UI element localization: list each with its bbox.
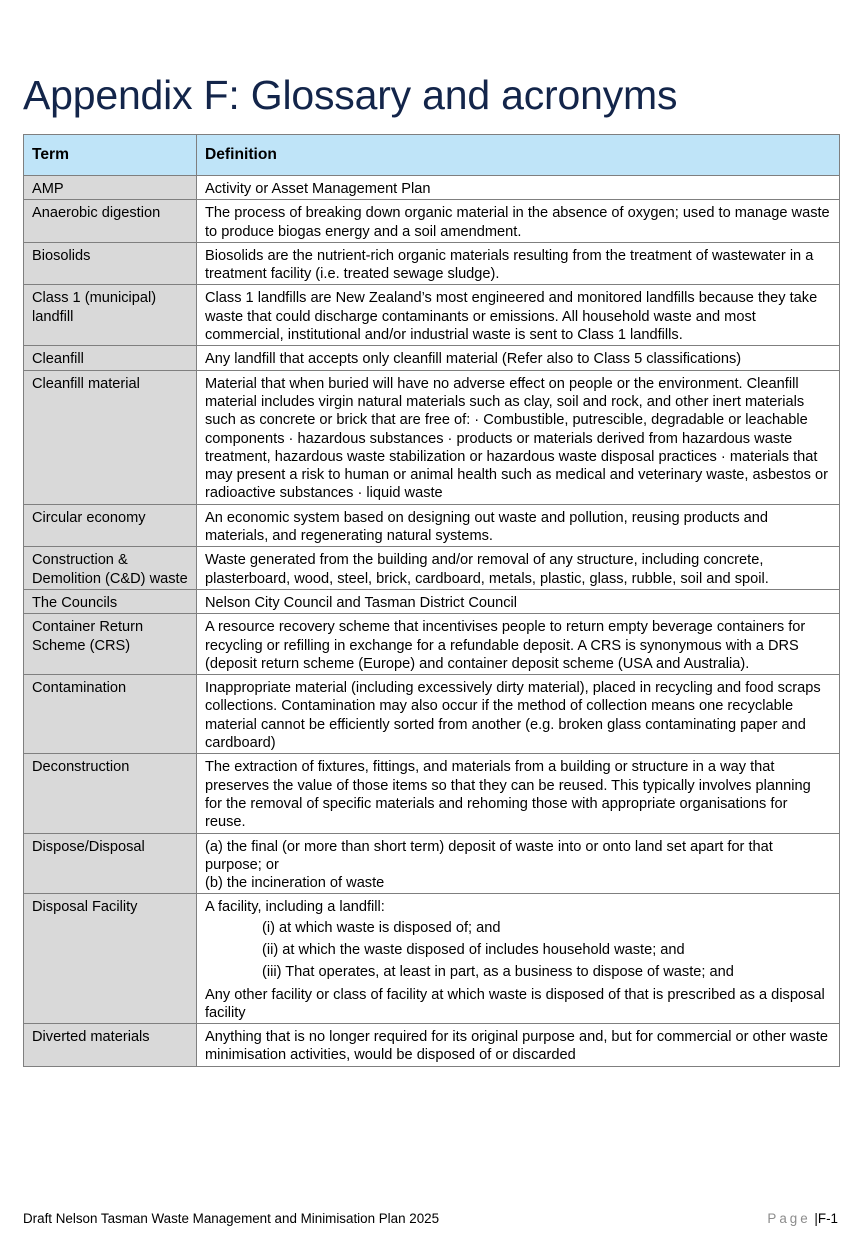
page-title: Appendix F: Glossary and acronyms	[23, 72, 678, 118]
definition-cell: Any landfill that accepts only cleanfill material (Refer also to Class 5 classifications)	[197, 346, 840, 370]
table-row	[24, 589, 840, 613]
column-header-definition: Definition	[197, 135, 840, 176]
table-row	[24, 176, 840, 200]
term-cell: Anaerobic digestion	[24, 200, 197, 243]
definition-intro: A facility, including a landfill:	[205, 899, 385, 916]
term-cell: The Councils	[24, 589, 197, 613]
definition-cell: Nelson City Council and Tasman District Council	[197, 589, 840, 613]
table-row	[24, 242, 840, 285]
column-header-term: Term	[24, 135, 197, 176]
footer-document-title: Draft Nelson Tasman Waste Management and Minimisation Plan 2025	[23, 1211, 440, 1226]
table-row	[24, 346, 840, 370]
term-cell: Cleanfill	[24, 346, 197, 370]
definition-cell: Waste generated from the building and/or removal of any structure, including concrete, plasterboard, wood, steel, brick, cardboard, metals, plastic, glass, rubble, soil and spoil.	[197, 547, 840, 590]
definition-cell: Anything that is no longer required for its original purpose and, but for commercial or other waste minimisation activities, would be disposed of or discarded	[197, 1024, 840, 1067]
glossary-table	[23, 134, 840, 1067]
definition-cell: The process of breaking down organic material in the absence of oxygen; used to manage waste to produce biogas energy and a soil amendment.	[197, 200, 840, 243]
definition-cell	[197, 833, 840, 894]
definition-cell: Material that when buried will have no adverse effect on people or the environment. Cleanfill material includes virgin natural materials such as clay, soil and rock, and other inert materials such as concrete or brick that are free of: · Combustible, putrescible, degradable or leachable components · hazardous substances · products or materials derived from hazardous waste treatment, hazardous waste stabilization or hazardous waste disposal practices · materials that may present a risk to human or animal health such as medical and veterinary waste, asbestos or radioactive substances · liquid waste	[197, 370, 840, 504]
definition-line: (b) the incineration of waste	[205, 875, 385, 892]
term-cell: Deconstruction	[24, 754, 197, 833]
table-row	[24, 614, 840, 675]
table-row	[24, 894, 840, 1024]
definition-sub-item: (iii) That operates, at least in part, as a business to dispose of waste; and	[262, 964, 734, 981]
term-cell: Contamination	[24, 675, 197, 754]
table-header-row	[24, 135, 840, 176]
term-cell: Class 1 (municipal) landfill	[24, 285, 197, 346]
definition-cell: Biosolids are the nutrient-rich organic materials resulting from the treatment of wastewater in a treatment facility (i.e. treated sewage sludge).	[197, 242, 840, 285]
footer-page-separator: |	[814, 1211, 818, 1226]
definition-cell: Activity or Asset Management Plan	[197, 176, 840, 200]
term-cell: Construction & Demolition (C&D) waste	[24, 547, 197, 590]
table-row	[24, 754, 840, 833]
table-row	[24, 675, 840, 754]
definition-cell: Inappropriate material (including excessively dirty material), placed in recycling and food scraps collections. Contamination may also occur if the method of collection means one recyclable material cannot be efficiently sorted from another (e.g. broken glass contaminating paper and cardboard)	[197, 675, 840, 754]
term-cell: Disposal Facility	[24, 894, 197, 1024]
definition-sub-item: (i) at which waste is disposed of; and	[262, 919, 501, 936]
term-cell: Diverted materials	[24, 1024, 197, 1067]
table-row	[24, 547, 840, 590]
definition-sub-item: (ii) at which the waste disposed of includes household waste; and	[262, 941, 685, 958]
term-cell: Cleanfill material	[24, 370, 197, 504]
term-cell: Container Return Scheme (CRS)	[24, 614, 197, 675]
table-row	[24, 504, 840, 547]
definition-cell: A resource recovery scheme that incentivises people to return empty beverage containers for recycling or refilling in exchange for a refundable deposit. A CRS is synonymous with a DRS (deposit return scheme (Europe) and container deposit scheme (USA and Australia).	[197, 614, 840, 675]
table-row	[24, 370, 840, 504]
term-cell: Dispose/Disposal	[24, 833, 197, 894]
footer-page-indicator	[767, 1211, 838, 1226]
table-row	[24, 285, 840, 346]
footer-page-number: F-1	[817, 1211, 838, 1226]
definition-cell: Class 1 landfills are New Zealand’s most engineered and monitored landfills because they take waste that could discharge contaminants or emissions. All household waste and most commercial, institutional and/or industrial waste is sent to Class 1 landfills.	[197, 285, 840, 346]
term-cell: Biosolids	[24, 242, 197, 285]
footer-page-label: Page	[767, 1211, 811, 1226]
table-row	[24, 833, 840, 894]
definition-outro: Any other facility or class of facility at which waste is disposed of that is prescribed as a disposal facility	[205, 986, 825, 1021]
definition-cell: An economic system based on designing out waste and pollution, reusing products and materials, and regenerating natural systems.	[197, 504, 840, 547]
term-cell: Circular economy	[24, 504, 197, 547]
definition-cell	[197, 894, 840, 1024]
table-row	[24, 1024, 840, 1067]
term-cell: AMP	[24, 176, 197, 200]
definition-cell: The extraction of fixtures, fittings, and materials from a building or structure in a way that preserves the value of those items so that they can be reused. This typically involves planning for the removal of specific materials and rehoming those with appropriate organisations for reuse.	[197, 754, 840, 833]
definition-line: (a) the final (or more than short term) deposit of waste into or onto land set apart for that purpose; or	[205, 838, 773, 873]
page-footer	[23, 1211, 838, 1226]
table-row	[24, 200, 840, 243]
